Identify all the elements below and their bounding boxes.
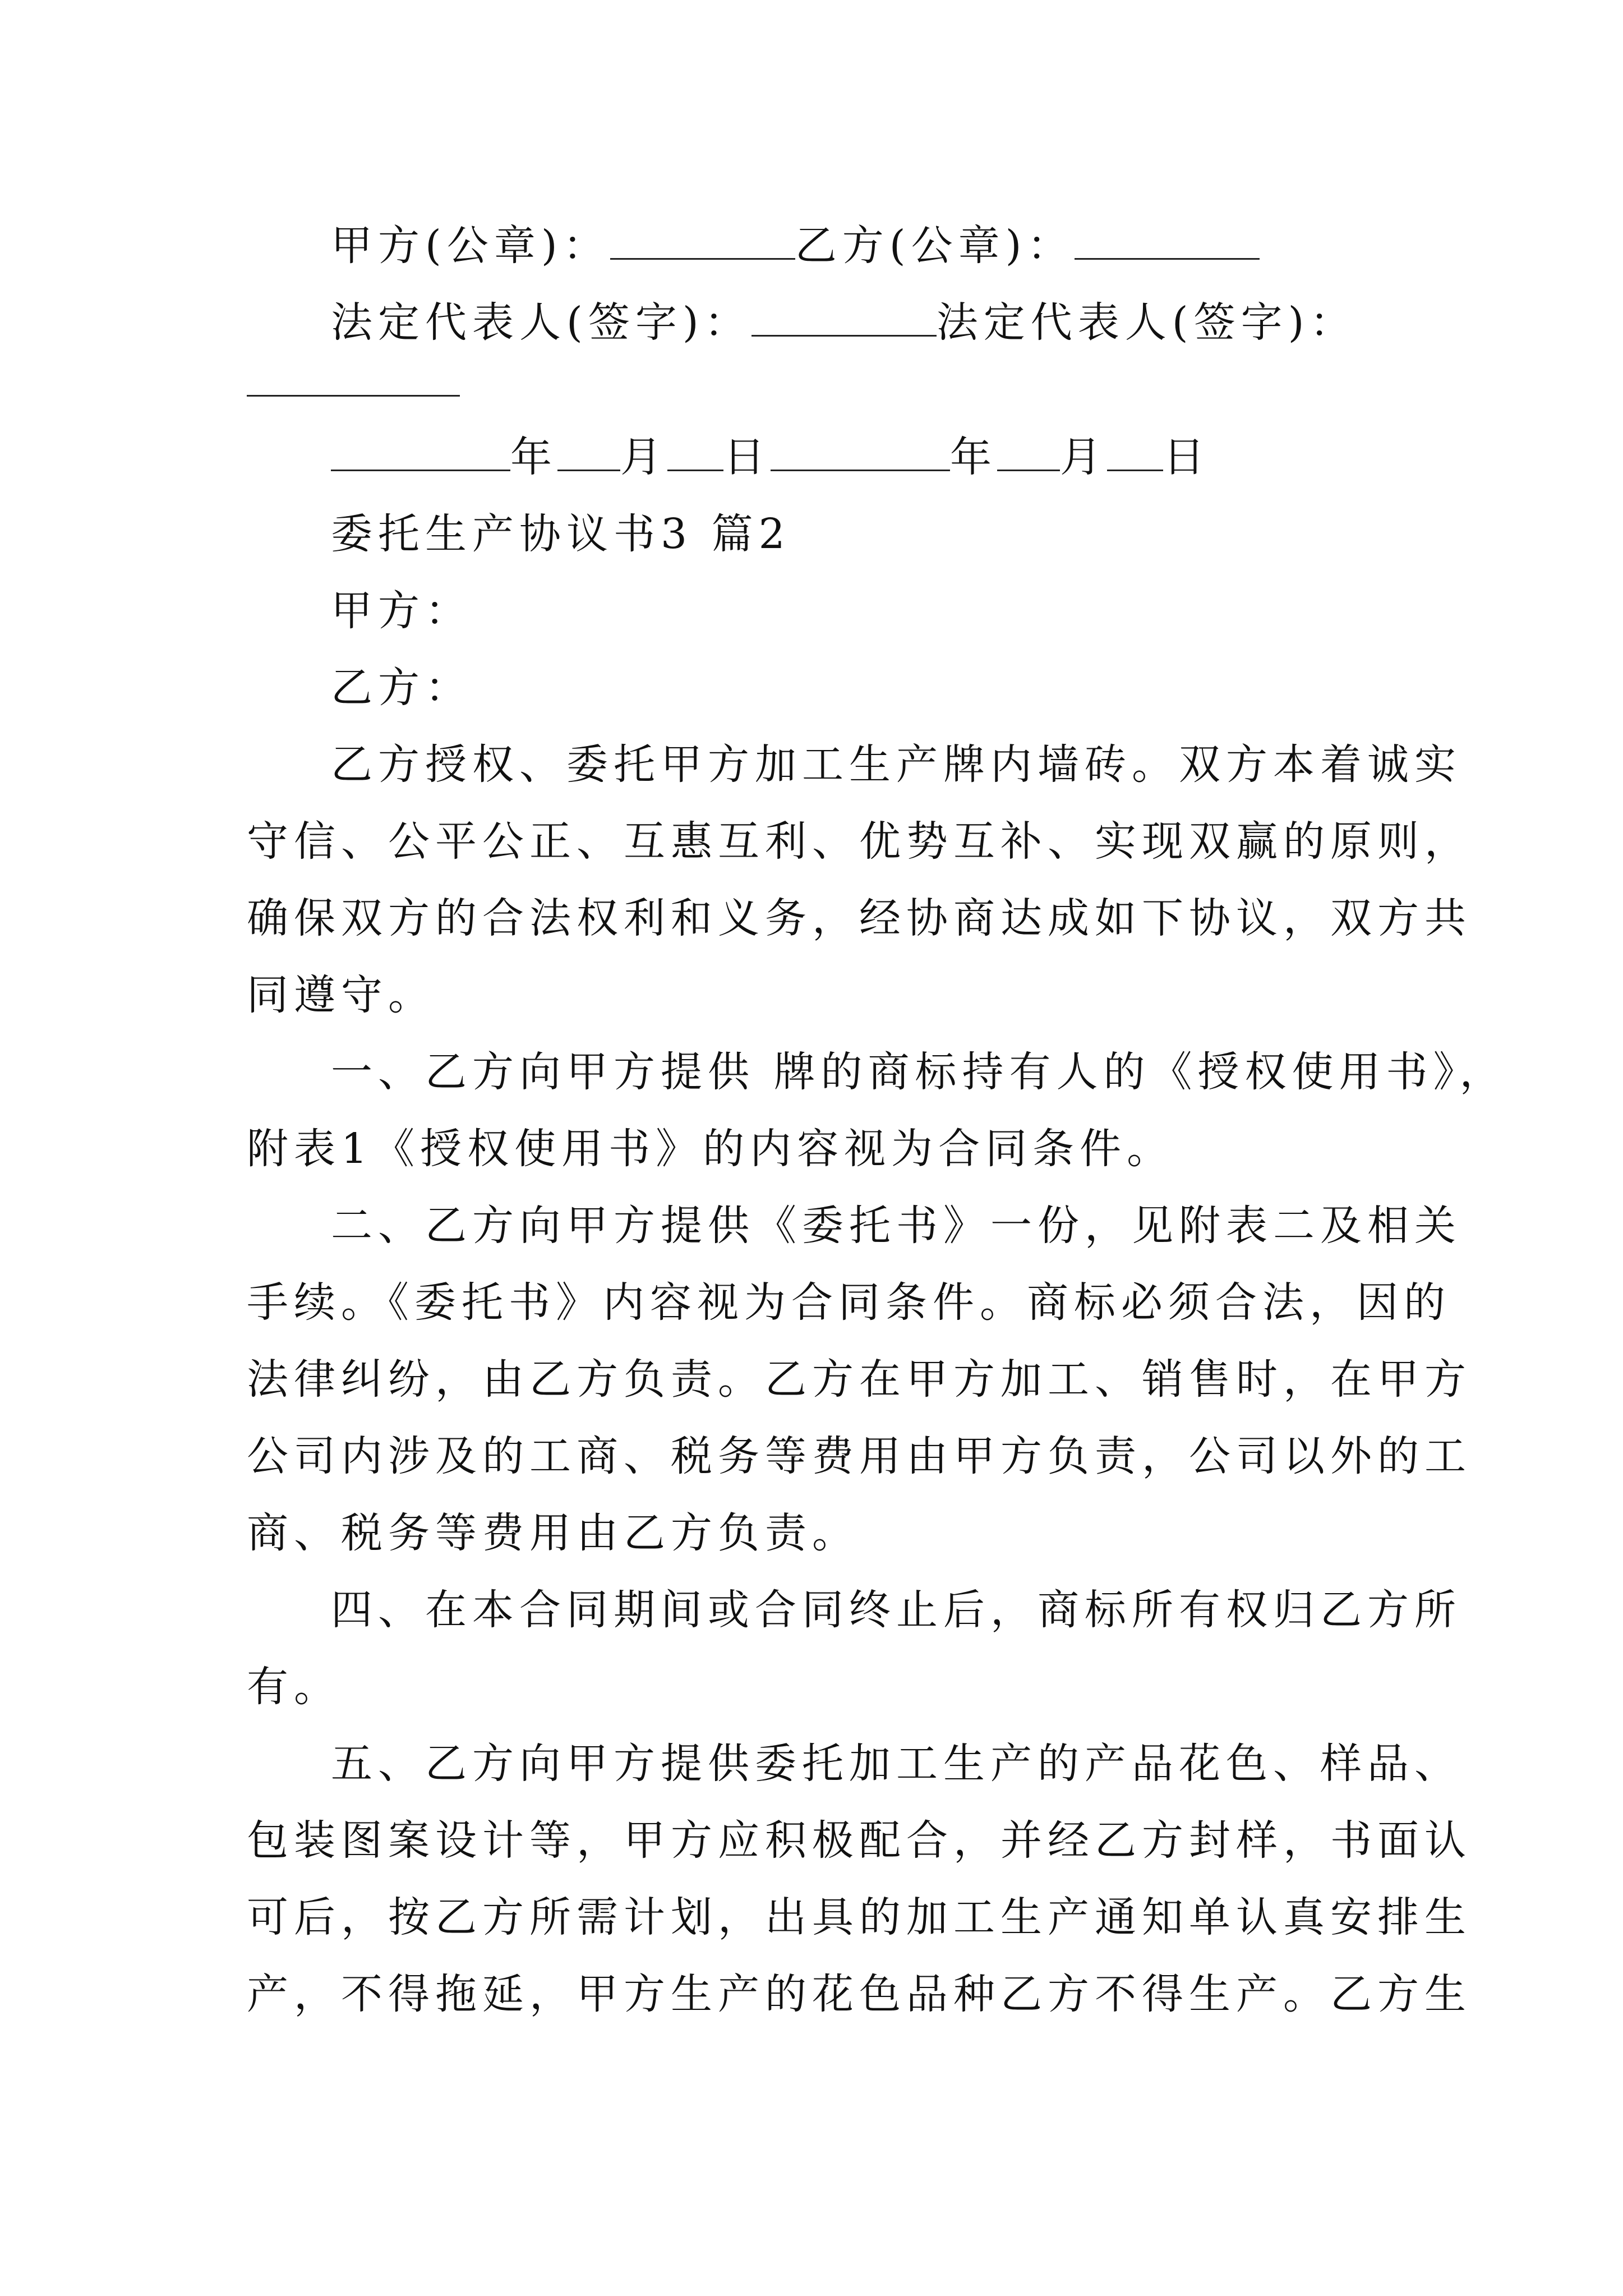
party-b-label: 乙方：	[331, 664, 472, 712]
paragraph-line: 附表1《授权使用书》的内容视为合同条件。	[247, 1125, 1174, 1173]
paragraph-line: 公司内涉及的工商、税务等费用由甲方负责，公司以外的工	[247, 1432, 1472, 1480]
paragraph-line: 产，不得拖延，甲方生产的花色品种乙方不得生产。乙方生	[247, 1970, 1472, 2018]
date-a-day: 日	[723, 433, 771, 481]
paragraph-line: 确保双方的合法权利和义务，经协商达成如下协议，双方共	[247, 894, 1472, 942]
party-b-seal-blank	[1075, 217, 1260, 260]
paragraph-line: 手续。《委托书》内容视为合同条件。商标必须合法，因的	[247, 1278, 1451, 1327]
party-a-seal-blank	[610, 217, 795, 260]
paragraph-line: 商、税务等费用由乙方负责。	[247, 1509, 859, 1557]
paragraph-intro	[247, 726, 1472, 1034]
party-a-label: 甲方：	[331, 587, 472, 635]
clause-four	[247, 1572, 1461, 1726]
legal-rep-b-label: 法定代表人(签字)：	[936, 298, 1357, 347]
date-line	[247, 419, 1380, 496]
section-title: 委托生产协议书3 篇2	[331, 510, 791, 558]
paragraph-line: 法律纠纷，由乙方负责。乙方在甲方加工、销售时，在甲方	[247, 1355, 1472, 1404]
paragraph-line: 五、乙方向甲方提供委托加工生产的产品花色、样品、	[331, 1740, 1461, 1788]
paragraph-line: 同遵守。	[247, 971, 435, 1019]
paragraph-line: 二、乙方向甲方提供《委托书》一份，见附表二及相关	[331, 1202, 1461, 1250]
date-a-year: 年	[510, 433, 557, 481]
date-b-month: 月	[1060, 433, 1107, 481]
date-a-month: 月	[620, 433, 667, 481]
document-body	[247, 208, 1507, 2033]
paragraph-line: 守信、公平公正、互惠互利、优势互补、实现双赢的原则，	[247, 817, 1472, 866]
date-a-month-blank	[557, 428, 620, 471]
paragraph-line: 有。	[247, 1663, 341, 1711]
party-a-seal-label: 甲方(公章)：	[331, 222, 610, 270]
date-a-day-blank	[667, 428, 723, 471]
paragraph-line: 一、乙方向甲方提供 牌的商标持有人的《授权使用书》，	[331, 1048, 1507, 1096]
clause-one	[247, 1034, 1507, 1188]
legal-rep-a-label: 法定代表人(签字)：	[331, 298, 751, 347]
date-a-year-blank	[331, 428, 510, 471]
date-b-day-blank	[1107, 428, 1163, 471]
paragraph-line: 四、在本合同期间或合同终止后，商标所有权归乙方所	[331, 1586, 1461, 1634]
date-b-day: 日	[1163, 433, 1210, 481]
paragraph-line: 包装图案设计等，甲方应积极配合，并经乙方封样，书面认	[247, 1816, 1472, 1865]
date-b-year-blank	[771, 428, 950, 471]
legal-rep-line	[247, 284, 1380, 361]
seal-line	[247, 208, 1380, 284]
paragraph-line: 乙方授权、委托甲方加工生产牌内墙砖。双方本着诚实	[331, 740, 1461, 789]
legal-rep-b-blank	[247, 361, 460, 397]
paragraph-line: 可后，按乙方所需计划，出具的加工生产通知单认真安排生	[247, 1893, 1472, 1941]
clause-two	[247, 1188, 1472, 1572]
date-b-year: 年	[950, 433, 997, 481]
party-b-seal-label: 乙方(公章)：	[795, 222, 1075, 270]
legal-rep-a-blank	[751, 293, 937, 337]
date-b-month-blank	[997, 428, 1060, 471]
clause-five	[247, 1726, 1472, 2033]
